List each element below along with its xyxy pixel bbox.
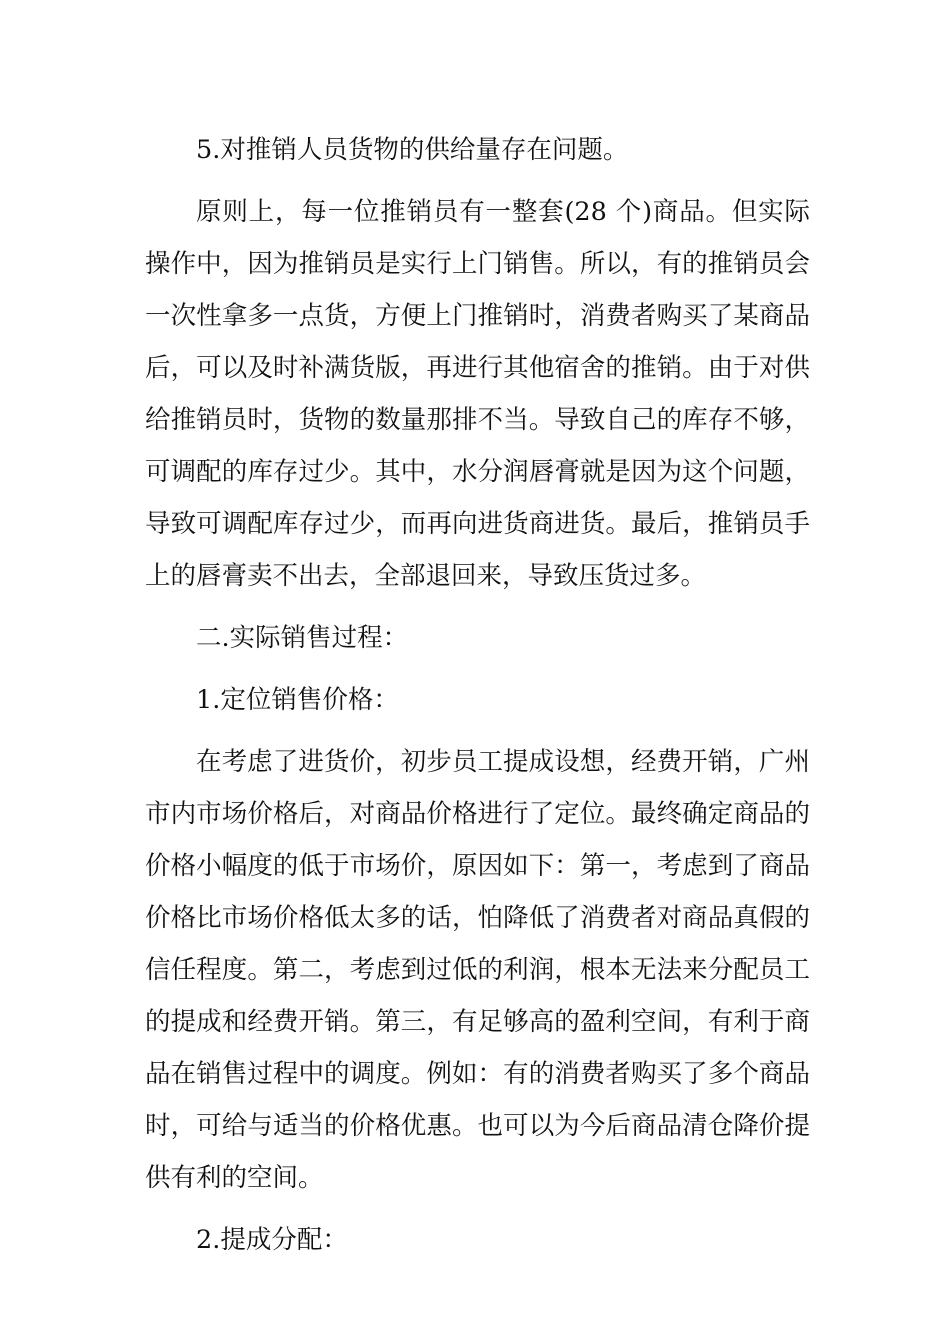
document-body bbox=[145, 124, 810, 1276]
section-heading: 二.实际销售过程： bbox=[196, 623, 409, 653]
section-item-heading: 5.对推销人员货物的供给量存在问题。 bbox=[196, 135, 629, 165]
subsection-heading: 2.提成分配： bbox=[196, 1225, 348, 1255]
subsection-heading: 1.定位销售价格： bbox=[196, 685, 399, 715]
body-paragraph: 原则上，每一位推销员有一整套(28 个)商品。但实际操作中，因为推销员是实行上门销售。所以，有的推销员会一次性拿多一点货，方便上门推销时，消费者购买了某商品后，可以及时补满货版，再进行其他宿舍的推销。由于对供给推销员时，货物的数量那排不当。导致自己的库存不够，可调配的库存过少。其中，水分润唇膏就是因为这个问题，导致可调配库存过少，而再向进货商进货。最后，推销员手上的唇膏卖不出去，全部退回来，导致压货过多。 bbox=[145, 197, 810, 591]
body-paragraph: 在考虑了进货价，初步员工提成设想，经费开销，广州市内市场价格后，对商品价格进行了定位。最终确定商品的价格小幅度的低于市场价，原因如下：第一，考虑到了商品价格比市场价格低太多的话，怕降低了消费者对商品真假的信任程度。第二，考虑到过低的利润，根本无法来分配员工的提成和经费开销。第三，有足够高的盈利空间，有利于商品在销售过程中的调度。例如：有的消费者购买了多个商品时，可给与适当的价格优惠。也可以为今后商品清仓降价提供有利的空间。 bbox=[145, 747, 810, 1193]
